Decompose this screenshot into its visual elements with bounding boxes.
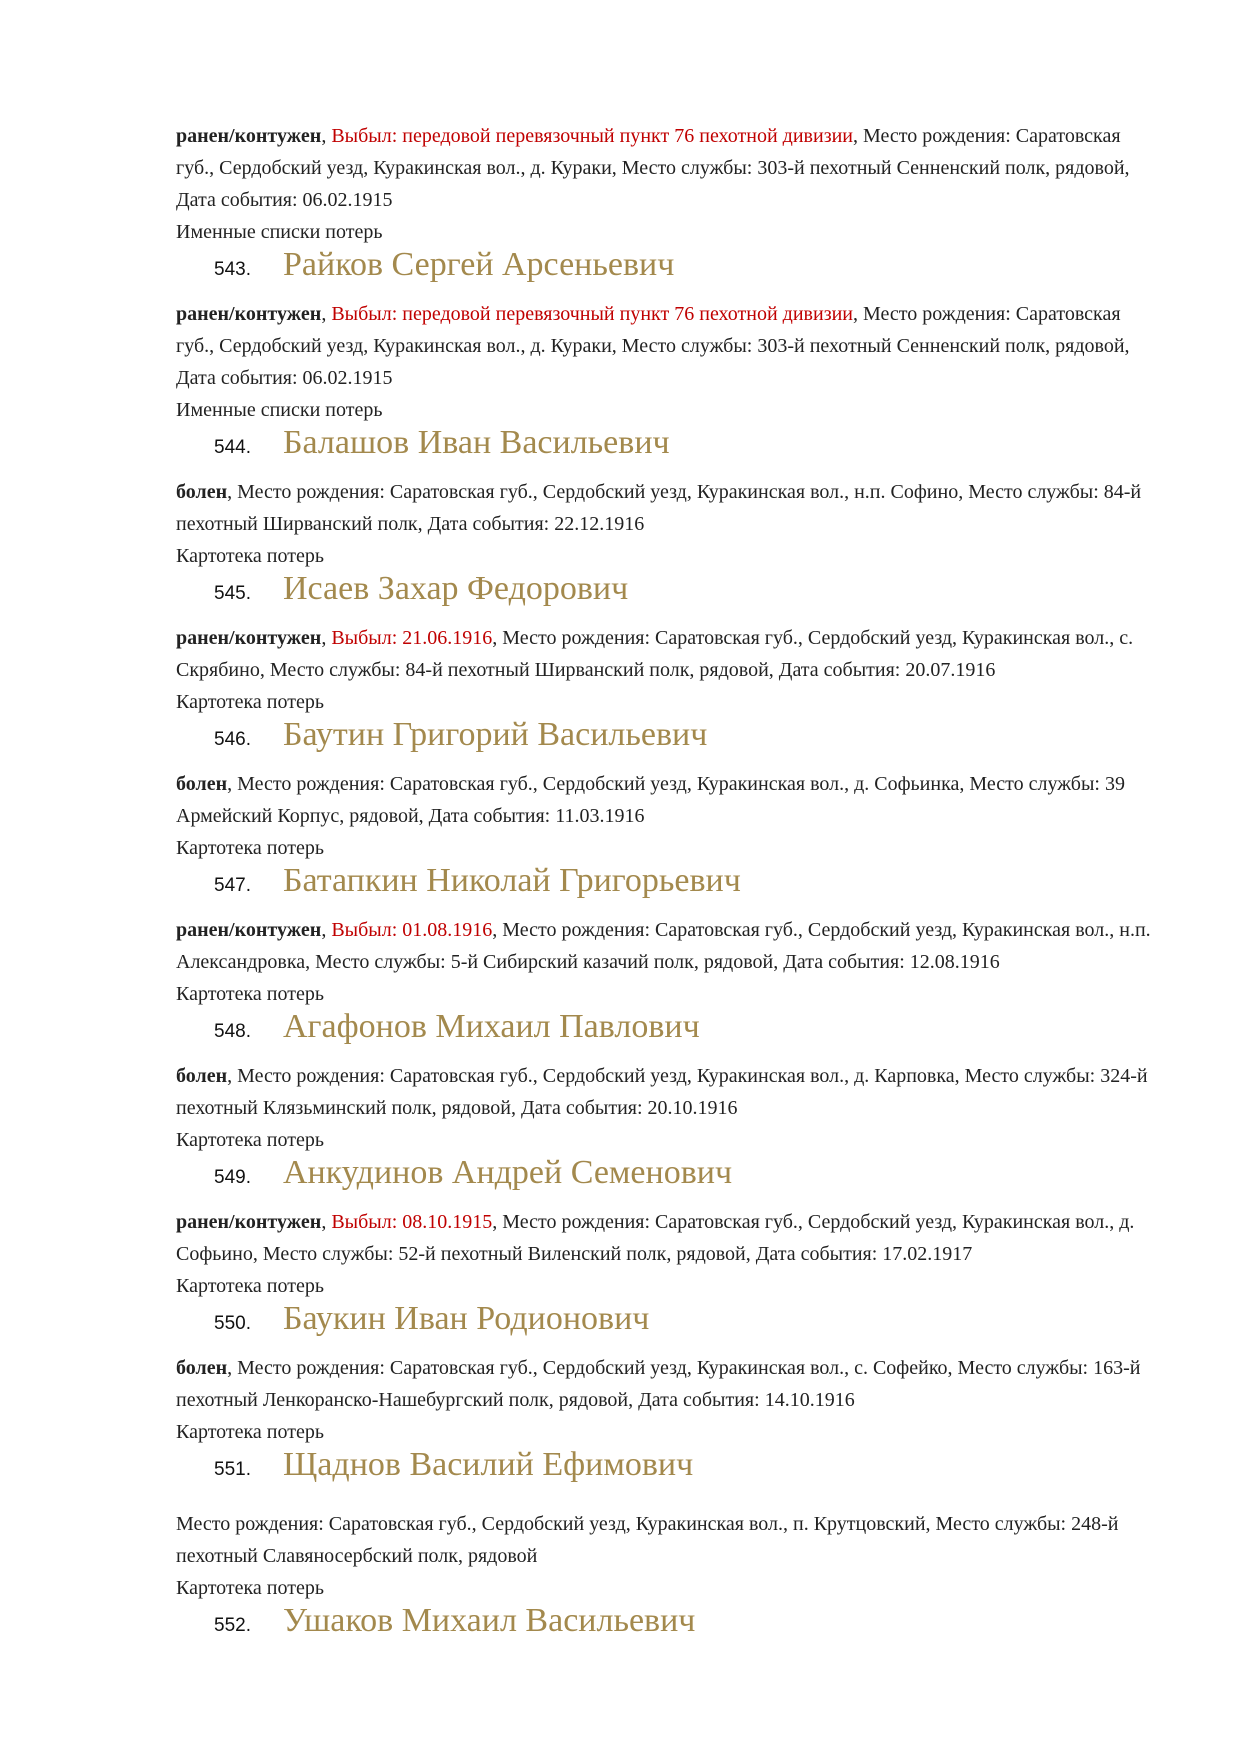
entry-details — [176, 1060, 1156, 1124]
entry-details — [176, 1508, 1156, 1572]
status-text: ранен/контужен — [176, 125, 322, 147]
source-text: Картотека потерь — [176, 983, 324, 1005]
details-text: , Место рождения: Саратовская губ., Сердобский уезд, Куракинская вол., н.п. Софино, Место службы: 84-й пехотный Ширванский полк, Дата события: 22.12.1916 — [176, 481, 1142, 535]
entry-details: ранен/контужен, Выбыл: передовой перевязочный пункт 76 пехотной дивизии, Место рождения: Саратовская губ., Сердобский уезд, Куракинская вол., д. Кураки, Место службы: 303-й пехотный Сенненский полк, рядовой, Дата события: 06.02.1915 — [176, 125, 1130, 211]
entry-heading — [176, 1602, 1156, 1654]
source-text: Картотека потерь — [176, 1421, 324, 1443]
person-name: Исаев Захар Федорович — [283, 570, 629, 607]
entry-heading — [176, 570, 1156, 622]
entry-details — [176, 476, 1156, 540]
entry-number: 543. — [214, 259, 251, 280]
entry-number: 545. — [214, 583, 251, 604]
entry-heading — [176, 1008, 1156, 1060]
entry-number: 551. — [214, 1459, 251, 1480]
details-text: , Место рождения: Саратовская губ., Сердобский уезд, Куракинская вол., н.п. Александровка, Место службы: 5-й Сибирский казачий полк, рядовой, Дата события: 12.08.1916 — [176, 919, 1151, 973]
details-text: , Место рождения: Саратовская губ., Сердобский уезд, Куракинская вол., с. Скрябино, Место службы: 84-й пехотный Ширванский полк, рядовой, Дата события: 20.07.1916 — [176, 627, 1134, 681]
status-text: болен — [176, 773, 228, 795]
source-text: Картотека потерь — [176, 1275, 324, 1297]
details-text: , Место рождения: Саратовская губ., Сердобский уезд, Куракинская вол., д. Кураки, Место службы: 303-й пехотный Сенненский полк, рядовой, Дата события: 06.02.1915 — [176, 303, 1130, 389]
entry-heading — [176, 862, 1156, 914]
details-text: , Место рождения: Саратовская губ., Сердобский уезд, Куракинская вол., д. Кураки, Место службы: 303-й пехотный Сенненский полк, рядовой, Дата события: 06.02.1915 — [176, 125, 1130, 211]
status-text: болен — [176, 1065, 228, 1087]
person-name: Щаднов Василий Ефимович — [283, 1446, 694, 1483]
person-name: Ушаков Михаил Васильевич — [283, 1602, 696, 1639]
source-text: Именные списки потерь — [176, 221, 383, 243]
spacer — [176, 1498, 1156, 1508]
entry-details: ранен/контужен, Выбыл: 21.06.1916, Место рождения: Саратовская губ., Сердобский уезд, Куракинская вол., с. Скрябино, Место службы: 84-й пехотный Ширванский полк, рядовой, Дата события: 20.07.1916 — [176, 627, 1134, 681]
entry-heading — [176, 1154, 1156, 1206]
person-name: Баутин Григорий Васильевич — [283, 716, 708, 753]
details-text: Место рождения: Саратовская губ., Сердобский уезд, Куракинская вол., п. Крутцовский, Место службы: 248-й пехотный Славяносербский полк, рядовой — [176, 1513, 1119, 1567]
status-text: болен — [176, 481, 228, 503]
entry-heading — [176, 1446, 1156, 1498]
source-text: Картотека потерь — [176, 1577, 324, 1599]
person-name: Агафонов Михаил Павлович — [283, 1008, 700, 1045]
source-text: Картотека потерь — [176, 691, 324, 713]
person-name: Баукин Иван Родионович — [283, 1300, 650, 1337]
entry-number: 547. — [214, 875, 251, 896]
person-name: Балашов Иван Васильевич — [283, 424, 670, 461]
entry-number: 550. — [214, 1313, 251, 1334]
discharge-text: Выбыл: 01.08.1916 — [331, 919, 493, 941]
source-text: Картотека потерь — [176, 1129, 324, 1151]
details-text: , Место рождения: Саратовская губ., Сердобский уезд, Куракинская вол., д. Софьинка, Место службы: 39 Армейский Корпус, рядовой, Дата события: 11.03.1916 — [176, 773, 1125, 827]
entry-number: 544. — [214, 437, 251, 458]
person-name: Анкудинов Андрей Семенович — [283, 1154, 733, 1191]
entry-details — [176, 768, 1156, 832]
discharge-text: Выбыл: 21.06.1916 — [331, 627, 493, 649]
details-text: , Место рождения: Саратовская губ., Сердобский уезд, Куракинская вол., д. Карповка, Место службы: 324-й пехотный Клязьминский полк, рядовой, Дата события: 20.10.1916 — [176, 1065, 1148, 1119]
status-text: ранен/контужен — [176, 919, 322, 941]
entry-heading — [176, 1300, 1156, 1352]
source-text: Картотека потерь — [176, 545, 324, 567]
entry-details: ранен/контужен, Выбыл: 01.08.1916, Место рождения: Саратовская губ., Сердобский уезд, Куракинская вол., н.п. Александровка, Место службы: 5-й Сибирский казачий полк, рядовой, Дата события: 12.08.1916 — [176, 919, 1151, 973]
entry-heading — [176, 716, 1156, 768]
status-text: ранен/контужен — [176, 1211, 322, 1233]
entry-number: 549. — [214, 1167, 251, 1188]
entry-details: ранен/контужен, Выбыл: передовой перевязочный пункт 76 пехотной дивизии, Место рождения: Саратовская губ., Сердобский уезд, Куракинская вол., д. Кураки, Место службы: 303-й пехотный Сенненский полк, рядовой, Дата события: 06.02.1915 — [176, 303, 1130, 389]
entry-details — [176, 1352, 1156, 1416]
discharge-text: Выбыл: передовой перевязочный пункт 76 пехотной дивизии — [331, 303, 854, 325]
entry-number: 552. — [214, 1615, 251, 1636]
document-page — [176, 120, 1156, 1654]
entry-heading — [176, 424, 1156, 476]
entry-heading — [176, 246, 1156, 298]
person-name: Батапкин Николай Григорьевич — [283, 862, 741, 899]
details-text: , Место рождения: Саратовская губ., Сердобский уезд, Куракинская вол., с. Софейко, Место службы: 163-й пехотный Ленкоранско-Нашебургский полк, рядовой, Дата события: 14.10.1916 — [176, 1357, 1141, 1411]
status-text: ранен/контужен — [176, 627, 322, 649]
person-name: Райков Сергей Арсеньевич — [283, 246, 675, 283]
source-text: Именные списки потерь — [176, 399, 383, 421]
entry-details: ранен/контужен, Выбыл: 08.10.1915, Место рождения: Саратовская губ., Сердобский уезд, Куракинская вол., д. Софьино, Место службы: 52-й пехотный Виленский полк, рядовой, Дата события: 17.02.1917 — [176, 1211, 1135, 1265]
status-text: болен — [176, 1357, 228, 1379]
details-text: , Место рождения: Саратовская губ., Сердобский уезд, Куракинская вол., д. Софьино, Место службы: 52-й пехотный Виленский полк, рядовой, Дата события: 17.02.1917 — [176, 1211, 1135, 1265]
status-text: ранен/контужен — [176, 303, 322, 325]
entry-number: 546. — [214, 729, 251, 750]
source-text: Картотека потерь — [176, 837, 324, 859]
entry-number: 548. — [214, 1021, 251, 1042]
discharge-text: Выбыл: передовой перевязочный пункт 76 пехотной дивизии — [331, 125, 854, 147]
discharge-text: Выбыл: 08.10.1915 — [331, 1211, 493, 1233]
